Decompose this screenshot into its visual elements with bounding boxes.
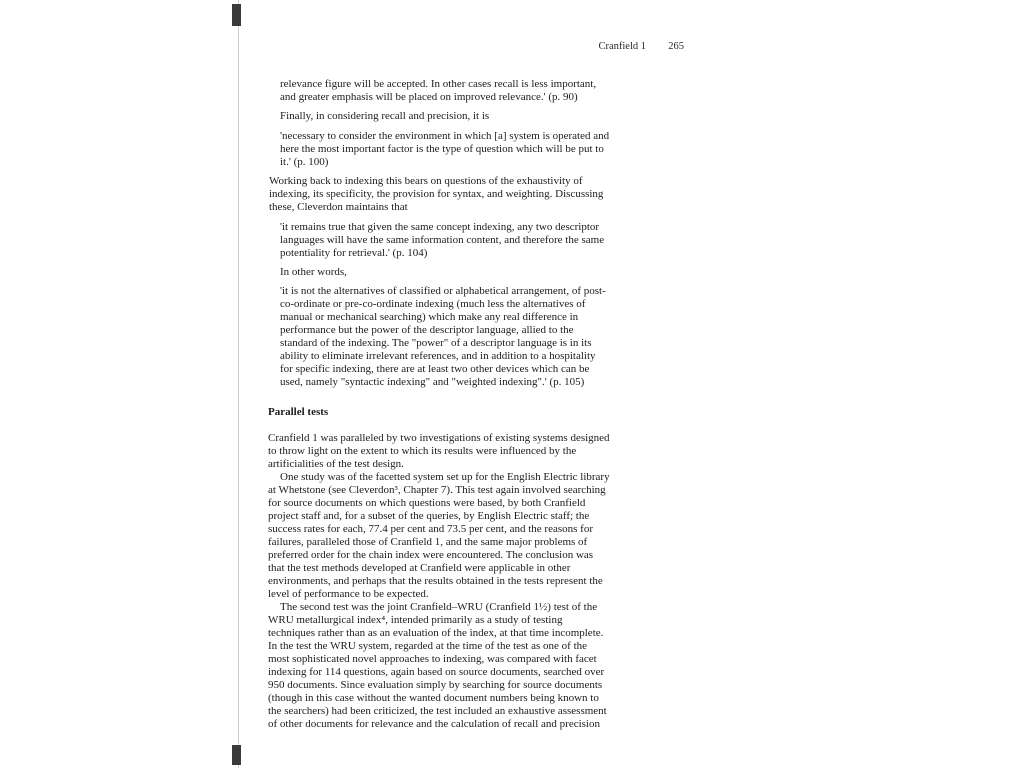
body-text-line: success rates for each, 77.4 per cent and 73.5 per cent, and the reasons for [268, 523, 593, 535]
body-text-line: most sophisticated novel approaches to indexing, was compared with facet [268, 653, 597, 665]
body-text-line: of other documents for relevance and the calculation of recall and precision [268, 718, 600, 730]
body-text-line: Cranfield 1 was paralleled by two investigations of existing systems designed [268, 432, 610, 444]
body-text-line: Working back to indexing this bears on questions of the exhaustivity of [269, 175, 583, 187]
body-text-line: Finally, in considering recall and precision, it is [280, 110, 490, 122]
page-number: 265 [668, 41, 684, 52]
page-header [266, 38, 686, 56]
body-text-line: manual or mechanical searching) which make any real difference in [280, 311, 579, 323]
running-head: Cranfield 1 [598, 41, 646, 52]
section-heading: Parallel tests [268, 406, 329, 418]
body-text-line: relevance figure will be accepted. In other cases recall is less important, [280, 78, 597, 90]
body-text-line: for specific indexing, there are at least two other devices which can be [280, 363, 590, 375]
body-text-line: 'it remains true that given the same concept indexing, any two descriptor [280, 221, 600, 233]
body-text-line: it.' (p. 100) [280, 156, 329, 168]
body-text-line: potentiality for retrieval.' (p. 104) [280, 247, 428, 259]
body-text-line: The second test was the joint Cranfield–WRU (Cranfield 1½) test of the [280, 601, 598, 613]
scan-edge-line [238, 0, 239, 768]
scan-edge-mark [232, 4, 241, 26]
body-text-line: level of performance to be expected. [268, 588, 429, 600]
body-text-line: 950 documents. Since evaluation simply by searching for source documents [268, 679, 603, 691]
scan-edge [230, 0, 242, 768]
body-text-line: these, Cleverdon maintains that [269, 201, 408, 213]
body-text-line: preferred order for the chain index were encountered. The conclusion was [268, 549, 594, 561]
body-text-line: (though in this case without the wanted document numbers being known to [268, 692, 599, 704]
body-text-line: In the test the WRU system, regarded at the time of the test as one of the [268, 640, 588, 652]
body-text-line: One study was of the facetted system set up for the English Electric library [280, 471, 610, 483]
body-text-line: used, namely "syntactic indexing" and "weighted indexing".' (p. 105) [280, 376, 585, 388]
body-text-line: environments, and perhaps that the results obtained in the tests represent the [268, 575, 603, 587]
body-text-line: that the test methods developed at Cranfield were applicable in other [268, 562, 571, 574]
body-text-line: indexing for 114 questions, again based on source documents, searched over [268, 666, 605, 678]
body-text-line: performance but the power of the descriptor language, allied to the [280, 324, 574, 336]
body-text-line: failures, paralleled those of Cranfield 1, and the same major problems of [268, 536, 588, 548]
body-text-line: project staff and, for a subset of the queries, by English Electric staff; the [268, 510, 590, 522]
body-text-line: In other words, [280, 266, 347, 278]
body-text-line: the searchers) had been criticized, the test included an exhaustive assessment [268, 705, 607, 717]
body-text-line: ability to eliminate irrelevant references, and in addition to a hospitality [280, 350, 596, 362]
scan-edge-mark [232, 745, 241, 765]
body-text-line: for source documents on which questions were based, by both Cranfield [268, 497, 586, 509]
body-text-line: 'it is not the alternatives of classified or alphabetical arrangement, of post- [280, 285, 606, 297]
body-text-line: co-ordinate or pre-co-ordinate indexing (much less the alternatives of [280, 298, 586, 310]
body-text-line: at Whetstone (see Cleverdon³, Chapter 7). This test again involved searching [268, 484, 606, 496]
body-text-line: 'necessary to consider the environment in which [a] system is operated and [280, 130, 610, 142]
body-text-line: WRU metallurgical index⁴, intended primarily as a study of testing [268, 614, 563, 626]
body-text-line: techniques rather than as an evaluation of the index, at that time incomplete. [268, 627, 604, 639]
body-text-line: standard of the indexing. The "power" of a descriptor language is in its [280, 337, 592, 349]
body-text-line: to throw light on the extent to which its results were influenced by the [268, 445, 577, 457]
body-text-line: artificialities of the test design. [268, 458, 404, 470]
body-text-line: indexing, its specificity, the provision for syntax, and weighting. Discussing [269, 188, 604, 200]
body-text-line: languages will have the same information content, and therefore the same [280, 234, 605, 246]
body-text-line: and greater emphasis will be placed on improved relevance.' (p. 90) [280, 91, 578, 103]
body-text-line: here the most important factor is the type of question which will be put to [280, 143, 604, 155]
